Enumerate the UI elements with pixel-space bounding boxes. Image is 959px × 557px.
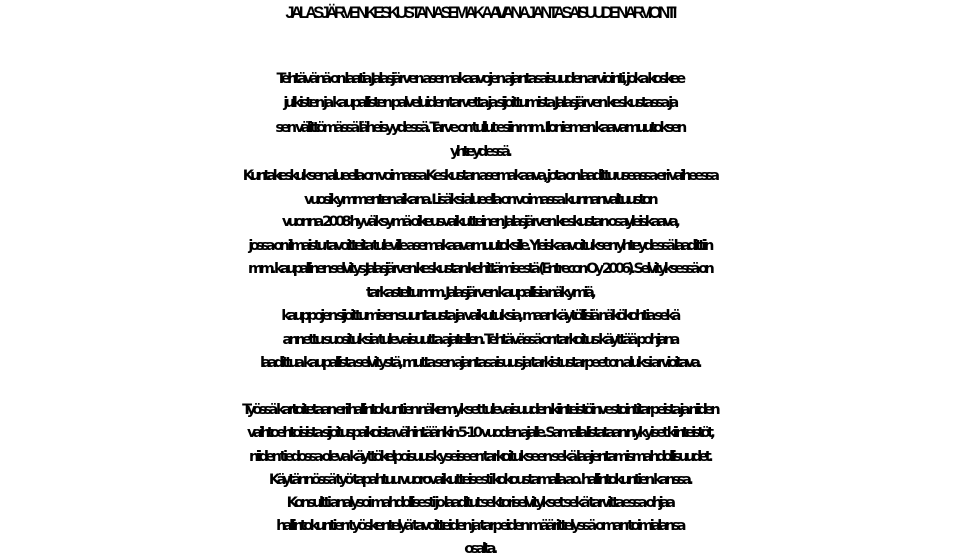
paragraph-line: Konsultti analysoi mahdollisesti jo laaditut sektoriselvitykset sekä tarvittaessa ohjaa (286, 494, 673, 511)
paragraph-line: jossa on ilmaistu tavoitteita tuleville asemakaavamuutoksille. Yleiskaavoituksen yhteydessä laadittiin (248, 237, 711, 254)
paragraph-line: hallintokuntien työskentelyä tavoitteiden ja tarpeiden määrittelyssä oman toimialansa (276, 517, 683, 534)
paragraph-line: tarkasteltu mm. Jalasjärven kaupallisia näkymiä, (365, 284, 594, 301)
paragraph-line: yhteydessä. (449, 143, 510, 160)
paragraph-line: niiden tiedossa oleva käyttökelpoisuus kyseiseen tarkoitukseen sekä laajentamismahdollisuudet. (249, 448, 710, 465)
document-title: JALASJÄRVEN KESKUSTAN ASEMAKAAVAN AJANTASAISUUDEN ARVIOINTI (285, 4, 674, 22)
paragraph-line: Tehtävänä on laatia Jalasjärven asemakaavojen ajantasaisuuden arviointi, joka koskee (276, 70, 683, 87)
paragraph-line: Käytännössä työ tapahtuu vuorovaikutteisesti kokoustamalla ao. hallintokuntien kanssa. (268, 471, 691, 488)
paragraph-line: annettu suosituksia tulevaisuutta ajatellen. Tehtävässä on tarkoitus käyttää pohjana (282, 331, 677, 348)
paragraph-line: sen välittömässä läheisyydessä. Tarve on tullut esiin mm. Iloniemen kaavamuutoksen (275, 119, 684, 136)
paragraph-line: Kuntakeskuksen alueella on voimassa Keskustan asemakaava, jota on laadittu useassa eri vaiheessa (242, 167, 717, 184)
paragraph-line: kauppojen sijoittumisen suuntausta ja vaikutuksia, maankäytöllisiä näkökohtia sekä (281, 307, 678, 324)
paragraph-line: vuonna 2008 hyväksymä oikeusvaikutteinen Jalasjärven keskustan osayleiskaava, (281, 213, 678, 230)
paragraph-line: laadittua kaupallista selvitystä, mutta sen ajantasaisuus ja tarkistustarpeet on aluksi arvioitava. (259, 354, 700, 371)
paragraph-line: julkisten ja kaupallisten palveluiden tarvetta ja sijoittumista Jalasjärven keskustassa ja (283, 94, 676, 111)
paragraph-line: osalta. (464, 540, 495, 557)
paragraph-line: vaihtoehtoisista sijoituspaikoista vähintäänkin 5-10 vuoden ajalle. Samalla listataan nykyiset kiinteistöt, (247, 424, 712, 441)
paragraph-line: Työssä kartoitetaan eri hallintokuntien näkemykset tulevaisuuden kiinteistöinvestointitarpeista ja niiden (242, 401, 717, 418)
paragraph-line: mm. kaupallinen selvitys Jalasjärven keskustan kehittämisestä (Entrecon Oy 2006). Selvityksessä on (248, 260, 711, 277)
paragraph-line: vuosikymmenten aikana. Lisäksi alueella on voimassa kunnanvaltuuston (304, 191, 655, 208)
